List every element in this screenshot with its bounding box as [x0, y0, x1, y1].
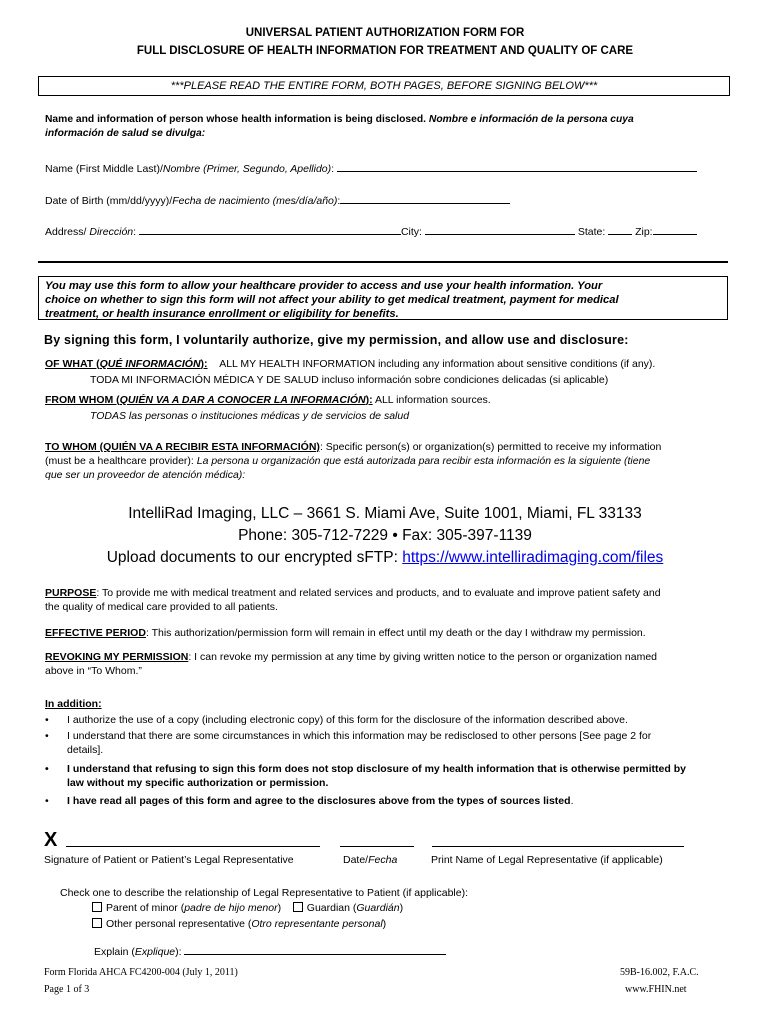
revoking-row [45, 650, 725, 678]
from-whom-text: ALL information sources. [372, 394, 491, 406]
other-representative-row: Other personal representative (Otro representante personal) [92, 918, 386, 930]
print-name-input-line[interactable] [432, 846, 684, 847]
bullet-text: I understand that there are some circumstances in which this information may be redisclosed to other persons [See page 2 for details]. [67, 730, 652, 756]
list-item [45, 713, 725, 727]
dob-input-line[interactable] [340, 192, 510, 204]
name-input-line[interactable] [337, 160, 697, 172]
to-whom-text-2: (must be a healthcare provider): [45, 455, 197, 467]
bullet-icon: • [45, 714, 49, 726]
purpose-text: : To provide me with medical treatment and related services and products, and to evaluate and improve patient safety and [96, 587, 661, 599]
bullet-icon: • [45, 795, 49, 807]
address-field-row: Address/ Dirección: City: State: Zip: [45, 223, 725, 239]
notice-line-2: choice on whether to sign this form will not affect your ability to get medical treatment, payment for medical [45, 294, 619, 306]
purpose-row [45, 586, 725, 614]
notice-line-3: treatment, or health insurance enrollment or eligibility for benefits. [45, 308, 399, 320]
signature-label: Signature of Patient or Patient’s Legal Representative [44, 854, 294, 866]
footer-code: 59B-16.002, F.A.C. [620, 967, 699, 978]
patient-info-intro-es-2: información de salud se divulga: [45, 128, 206, 139]
effective-period-row [45, 626, 725, 640]
relationship-options-row: Parent of minor (padre de hijo menor) Guardian (Guardián) [92, 902, 403, 914]
name-label-es: Nombre (Primer, Segundo, Apellido) [162, 163, 332, 175]
address-label: Address/ [45, 226, 90, 238]
revoking-text: : I can revoke my permission at any time by giving written notice to the person or organization named [188, 651, 657, 663]
bullet-text: I have read all pages of this form and agree to the disclosures above from the types of sources listed. [67, 795, 574, 807]
patient-info-intro-en: Name and information of person whose health information is being disclosed. [45, 114, 427, 125]
notice-line-1: You may use this form to allow your healthcare provider to access and use your health information. Your [45, 280, 603, 292]
of-what-label: OF WHAT (QUÉ INFORMACIÓN): [45, 358, 208, 370]
recipient-upload-row [0, 549, 770, 567]
form-title-line-1: UNIVERSAL PATIENT AUTHORIZATION FORM FOR [245, 27, 525, 39]
to-whom-text-es: La persona u organización que está autorizada para recibir esta información es la siguiente (tiene [196, 455, 651, 467]
section-divider [38, 261, 728, 263]
from-whom-text-es: TODAS las personas o instituciones médicas y de servicios de salud [90, 410, 410, 422]
signature-x-mark: X [44, 829, 58, 851]
purpose-label: PURPOSE [45, 587, 97, 599]
recipient-address: IntelliRad Imaging, LLC – 3661 S. Miami Ave, Suite 1001, Miami, FL 33133 [128, 505, 642, 522]
of-what-text-es: TODA MI INFORMACIÓN MÉDICA Y DE SALUD incluso información sobre condiciones delicadas (si aplicable) [90, 374, 609, 386]
address-label-es: Dirección [89, 226, 134, 238]
zip-input-line[interactable] [653, 223, 697, 235]
guardian-checkbox[interactable] [293, 902, 303, 912]
to-whom-row [45, 440, 725, 482]
in-addition-label: In addition: [45, 698, 102, 710]
state-input-line[interactable] [608, 223, 632, 235]
of-what-row [45, 357, 725, 371]
bullet-text: I understand that refusing to sign this form does not stop disclosure of my health information that is otherwise permitted by law without my specific authorization or permission. [67, 763, 686, 789]
date-label: Date/Fecha [343, 854, 398, 866]
to-whom-label: TO WHOM (QUIÉN VA A RECIBIR ESTA INFORMACIÓN) [45, 441, 320, 453]
revoking-label: REVOKING MY PERMISSION [45, 651, 189, 663]
to-whom-text-es-2: que ser un proveedor de atención médica): [45, 469, 246, 481]
zip-label: Zip: [635, 226, 653, 238]
treatment-not-affected-notice [38, 276, 728, 320]
footer-form-id: Form Florida AHCA FC4200-004 (July 1, 2011) [44, 967, 238, 978]
name-label: Name (First Middle Last)/ [45, 163, 163, 175]
bullet-icon: • [45, 763, 49, 775]
from-whom-row [45, 393, 725, 407]
explain-input-line[interactable] [184, 943, 446, 955]
name-field-row: Name (First Middle Last)/Nombre (Primer, Segundo, Apellido): [45, 160, 725, 176]
footer-site: www.FHIN.net [625, 984, 687, 995]
signature-input-line[interactable] [66, 846, 320, 847]
patient-info-intro-es: Nombre e información de la persona cuya [428, 114, 634, 125]
sftp-link[interactable]: https://www.intelliradimaging.com/files [402, 549, 664, 566]
authorization-heading: By signing this form, I voluntarily authorize, give my permission, and allow use and disclosure: [44, 333, 629, 347]
patient-info-intro [45, 113, 725, 141]
state-label: State: [577, 226, 606, 238]
address-input-line[interactable] [139, 223, 401, 235]
dob-label-es: Fecha de nacimiento (mes/día/año) [172, 195, 338, 207]
parent-of-minor-checkbox[interactable] [92, 902, 102, 912]
list-item [45, 794, 725, 808]
date-input-line[interactable] [340, 846, 414, 847]
dob-field-row: Date of Birth (mm/dd/yyyy)/Fecha de nacimiento (mes/día/año): [45, 192, 725, 208]
revoking-text-2: above in “To Whom.” [45, 665, 142, 677]
bullet-text: I authorize the use of a copy (including electronic copy) of this form for the disclosure of the information described above. [67, 714, 628, 726]
city-input-line[interactable] [425, 223, 575, 235]
city-label: City: [400, 226, 422, 238]
upload-prefix: Upload documents to our encrypted sFTP: [106, 549, 403, 566]
footer-page-number: Page 1 of 3 [44, 984, 90, 995]
list-item [45, 762, 725, 790]
from-whom-label: FROM WHOM (QUIÉN VA A DAR A CONOCER LA INFORMACIÓN): [45, 394, 373, 406]
explain-row: Explain (Explique): [94, 943, 446, 958]
purpose-text-2: the quality of medical care provided to all patients. [45, 601, 278, 613]
print-name-label: Print Name of Legal Representative (if applicable) [431, 854, 663, 866]
of-what-text: ALL MY HEALTH INFORMATION including any information about sensitive conditions (if any). [219, 358, 656, 370]
other-representative-checkbox[interactable] [92, 918, 102, 928]
to-whom-text: : Specific person(s) or organization(s) permitted to receive my information [319, 441, 662, 453]
dob-label: Date of Birth (mm/dd/yyyy)/ [45, 195, 173, 207]
relationship-intro: Check one to describe the relationship of Legal Representative to Patient (if applicable): [60, 887, 468, 899]
list-item [45, 729, 725, 757]
effective-period-label: EFFECTIVE PERIOD [45, 627, 146, 639]
recipient-phone-fax: Phone: 305-712-7229 • Fax: 305-397-1139 [238, 527, 532, 544]
bullet-icon: • [45, 730, 49, 742]
form-title-line-2: FULL DISCLOSURE OF HEALTH INFORMATION FOR TREATMENT AND QUALITY OF CARE [136, 45, 634, 57]
effective-period-text: : This authorization/permission form will remain in effect until my death or the day I withdraw my permission. [145, 627, 646, 639]
read-entire-form-notice: ***PLEASE READ THE ENTIRE FORM, BOTH PAGES, BEFORE SIGNING BELOW*** [38, 76, 730, 96]
